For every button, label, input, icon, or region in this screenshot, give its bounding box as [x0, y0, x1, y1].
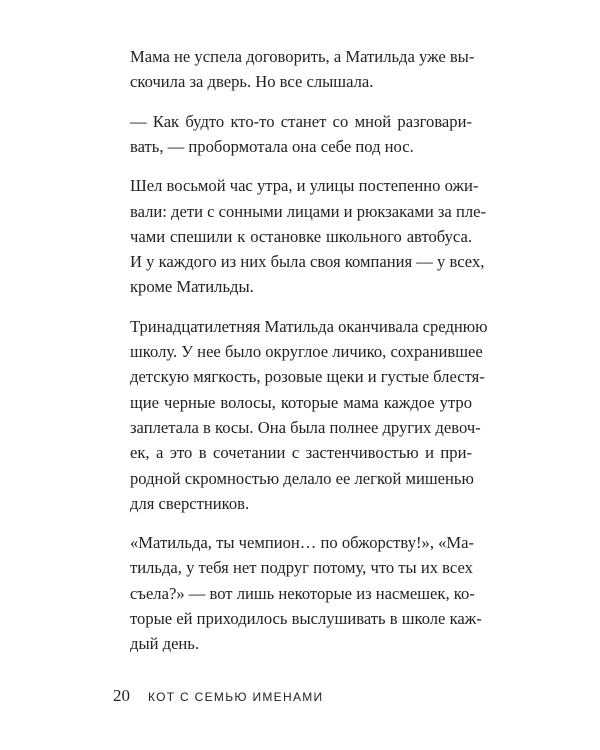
text-line: чами спешили к остановке школьного автобуса.	[130, 227, 472, 246]
text-line: щие черные волосы, которые мама каждое утро	[130, 393, 472, 412]
text-line: родной скромностью делало ее легкой мишенью	[130, 469, 474, 488]
text-line: Тринадцатилетняя Матильда оканчивала среднюю	[130, 317, 488, 336]
text-line: Мама не успела договорить, а Матильда уже вы-	[130, 47, 475, 66]
text-line: Шел восьмой час утра, и улицы постепенно ожи-	[130, 176, 479, 195]
text-line: И у каждого из них была своя компания — у всех,	[130, 252, 485, 271]
text-line: детскую мягкость, розовые щеки и густые блестя-	[130, 367, 485, 386]
text-line: съела?» — вот лишь некоторые из насмешек, ко-	[130, 584, 475, 603]
text-line: скочила за дверь. Но все слышала.	[130, 72, 374, 91]
text-line: «Матильда, ты чемпион… по обжорству!», «Ма-	[130, 533, 475, 552]
running-title: КОТ С СЕМЬЮ ИМЕНАМИ	[148, 690, 324, 704]
text-line: тильда, у тебя нет подруг потому, что ты их всех	[130, 558, 473, 577]
text-line: заплетала в косы. Она была полнее других девоч-	[130, 418, 481, 437]
text-line: торые ей приходилось выслушивать в школе каж-	[130, 609, 482, 628]
text-line: ек, а это в сочетании с застенчивостью и при-	[130, 443, 472, 462]
text-line: кроме Матильды.	[130, 277, 254, 296]
text-line: вать, — пробормотала она себе под нос.	[130, 137, 414, 156]
text-line: школу. У нее было округлое личико, сохранившее	[130, 342, 483, 361]
text-line: дый день.	[130, 634, 200, 653]
page-number: 20	[113, 686, 130, 705]
text-line: для сверстников.	[130, 494, 250, 513]
text-line: — Как будто кто-то станет со мной разговари-	[130, 112, 472, 131]
text-line: вали: дети с сонными лицами и рюкзаками за пле-	[130, 202, 486, 221]
